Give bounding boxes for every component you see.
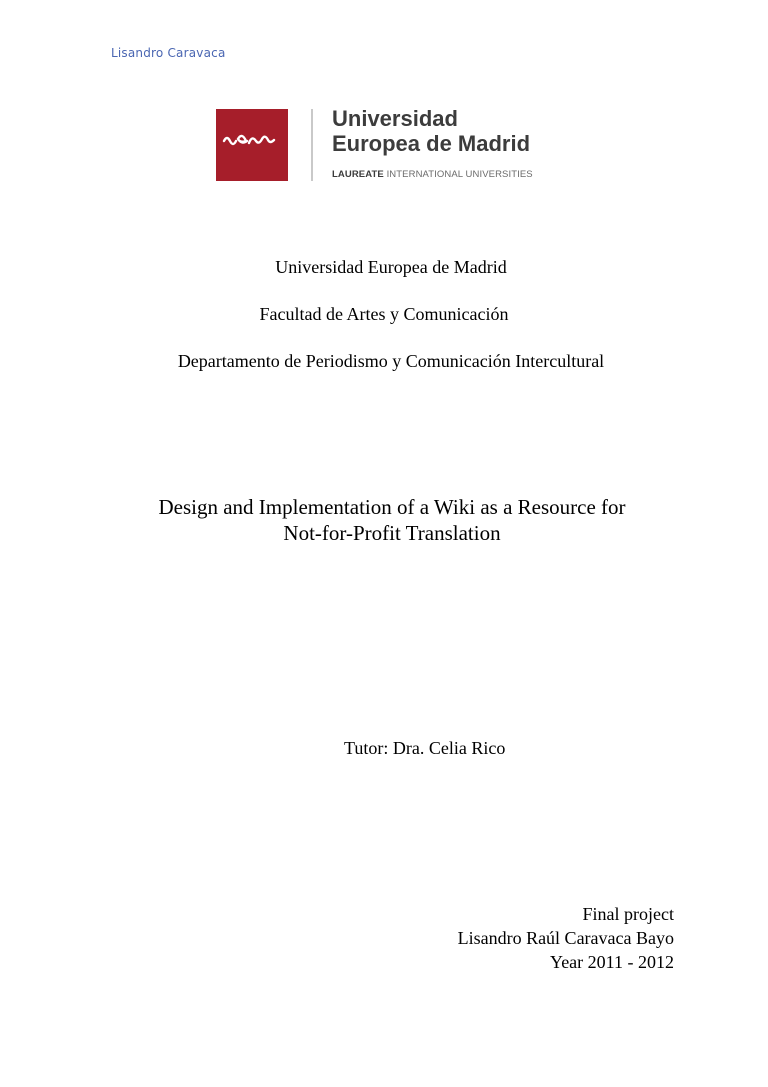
signature-block bbox=[458, 902, 674, 974]
academic-year: Year 2011 - 2012 bbox=[550, 952, 674, 972]
title-line1: Design and Implementation of a Wiki as a Resource for bbox=[158, 495, 626, 519]
faculty-name: Facultad de Artes y Comunicación bbox=[259, 304, 509, 324]
logo-wordmark bbox=[332, 106, 530, 156]
department-name: Departamento de Periodismo y Comunicación Intercultural bbox=[177, 351, 605, 371]
running-header-author: Lisandro Caravaca bbox=[111, 46, 226, 60]
ue-monogram-glyph bbox=[216, 109, 288, 181]
logo-tagline bbox=[332, 169, 533, 180]
title-line2: Not-for-Profit Translation bbox=[283, 521, 501, 545]
author-name: Lisandro Raúl Caravaca Bayo bbox=[457, 928, 674, 948]
university-logo bbox=[216, 106, 576, 183]
logo-name-line1: Universidad bbox=[332, 106, 458, 131]
logo-tag-strong: LAUREATE bbox=[332, 169, 384, 180]
tutor-line: Tutor: Dra. Celia Rico bbox=[344, 738, 506, 758]
logo-name-line2: Europea de Madrid bbox=[332, 131, 531, 156]
logo-divider bbox=[311, 109, 313, 181]
logo-tag-rest: INTERNATIONAL UNIVERSITIES bbox=[383, 169, 533, 180]
final-project-label: Final project bbox=[582, 904, 674, 924]
university-name: Universidad Europea de Madrid bbox=[275, 257, 507, 277]
ue-monogram-icon bbox=[216, 109, 288, 181]
document-title bbox=[0, 494, 768, 546]
